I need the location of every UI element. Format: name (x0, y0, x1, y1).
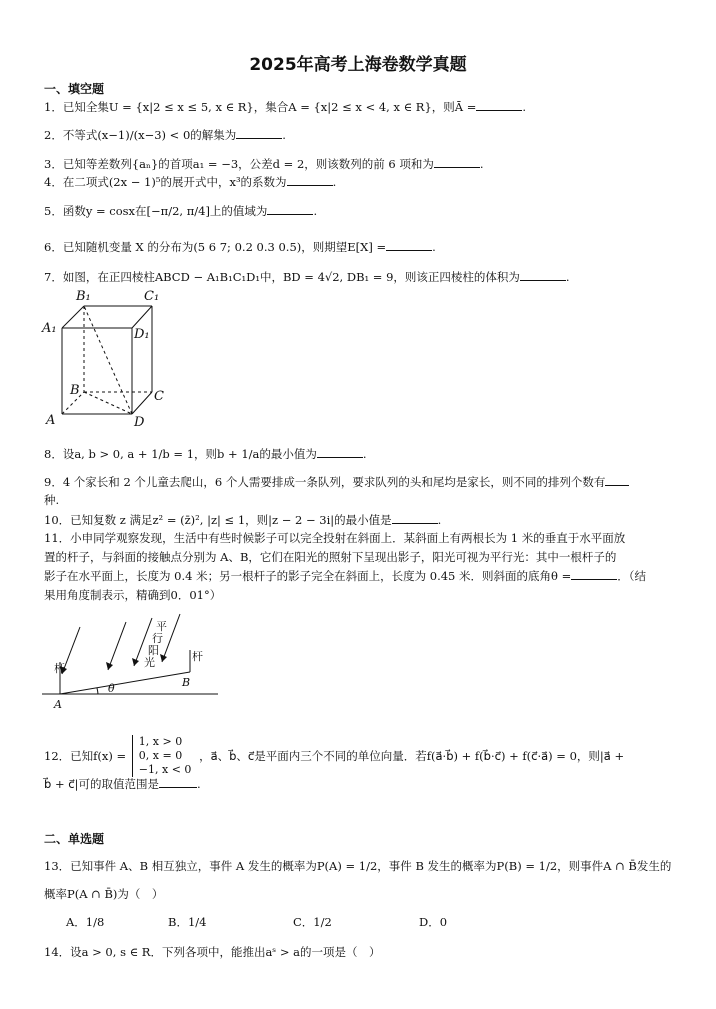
question-5: 5．函数y = cosx在[−π/2, π/4]上的值域为 . (44, 204, 318, 218)
question-5-text: 5．函数y = cosx在[−π/2, π/4]上的值域为 (44, 204, 268, 218)
page-title: 2025年高考上海卷数学真题 (249, 55, 467, 75)
question-10: 10．已知复数 z 满足z² = (z̄)², |z| ≤ 1，则|z − 2 − 3i|的最小值是 . (44, 513, 442, 527)
answer-blank (287, 173, 333, 186)
question-1-text: 1．已知全集U = {x|2 ≤ x ≤ 5, x ∈ R}，集合A = {x|2 ≤ x < 4, x ∈ R}，则Ā = (44, 100, 477, 114)
question-3-text: 3．已知等差数列{aₙ}的首项a₁ = −3，公差d = 2，则该数列的前 6 项和为 (44, 157, 434, 171)
answer-blank (317, 445, 363, 458)
question-2-text: 2．不等式(x−1)/(x−3) < 0的解集为 (44, 128, 237, 142)
question-4: 4．在二项式(2x − 1)⁵的展开式中，x³的系数为 . (44, 175, 337, 189)
answer-blank (476, 98, 522, 111)
question-6: 6．已知随机变量 X 的分布为(5 6 7; 0.2 0.3 0.5)，则期望E[X] = . (44, 240, 436, 254)
question-12-line2: b⃗ + c⃗|可的取值范围是 . (44, 777, 201, 791)
question-11-line2: 置的杆子，与斜面的接触点分别为 A、B，它们在阳光的照射下呈现出影子，阳光可视为平行光：其中一根杆子的 (44, 550, 617, 564)
label-a1: A₁ (42, 321, 57, 336)
question-4-text: 4．在二项式(2x − 1)⁵的展开式中，x³的系数为 (44, 175, 287, 189)
point-b-label: B (182, 676, 191, 689)
question-8: 8．设a, b > 0, a + 1/b = 1，则b + 1/a的最小值为 . (44, 447, 367, 461)
label-c: C (154, 389, 164, 404)
answer-blank (520, 268, 566, 281)
label-b: B (70, 383, 80, 398)
label-b1: B₁ (76, 289, 91, 304)
question-1: 1．已知全集U = {x|2 ≤ x ≤ 5, x ∈ R}，集合A = {x|2 ≤ x < 4, x ∈ R}，则Ā = . (44, 100, 527, 114)
question-7-text: 7．如图，在正四棱柱ABCD − A₁B₁C₁D₁中，BD = 4√2, DB₁ = 9，则该正四棱柱的体积为 (44, 270, 520, 284)
prism-figure (40, 286, 180, 432)
option-a: A．1/8 (66, 915, 105, 929)
label-d1: D₁ (134, 327, 150, 342)
sun-label-2: 行 (152, 632, 163, 645)
answer-blank (571, 567, 617, 580)
section-single-choice: 二、单选题 (44, 832, 105, 846)
question-6-text: 6．已知随机变量 X 的分布为(5 6 7; 0.2 0.3 0.5)，则期望E[X] = (44, 240, 387, 254)
point-a-label: A (54, 698, 62, 711)
label-c1: C₁ (144, 289, 160, 304)
rod-left-label: 杆 (54, 662, 65, 675)
label-d: D (134, 415, 145, 430)
answer-blank (605, 473, 629, 486)
question-12-line1 (44, 736, 624, 778)
angle-theta-label: θ (108, 682, 115, 695)
piecewise-cases (132, 735, 192, 777)
case-negative: −1, x < 0 (138, 763, 192, 776)
label-a: A (46, 413, 56, 428)
option-c: C．1/2 (293, 915, 332, 929)
section-fill-in: 一、填空题 (44, 82, 105, 96)
rod-right-label: 杆 (192, 650, 203, 663)
sun-label-4: 光 (144, 656, 155, 669)
question-11-suffix: ．（结 (617, 569, 646, 583)
question-11-line3 (44, 567, 646, 585)
question-13-line1: 13．已知事件 A、B 相互独立，事件 A 发生的概率为P(A) = 1/2，事件 B 发生的概率为P(B) = 1/2，则事件A ∩ B̄发生的 (44, 859, 672, 873)
question-13-line2: 概率P(A ∩ B̄)为（ ） (44, 887, 164, 901)
slope-figure (40, 612, 220, 712)
sun-label-3: 阳 (148, 644, 159, 657)
question-2: 2．不等式(x−1)/(x−3) < 0的解集为 . (44, 128, 286, 142)
question-9 (44, 473, 629, 491)
question-9-text: 9．4 个家长和 2 个儿童去爬山，6 个人需要排成一条队列，要求队列的头和尾均是家长，则不同的排列个数有 (44, 475, 606, 489)
question-11-text: 影子在水平面上，长度为 0.4 米；另一根杆子的影子完全在斜面上，长度为 0.45 米．则斜面的底角θ = (44, 569, 572, 583)
answer-blank (386, 238, 432, 251)
question-12-text-a: 12．已知f(x) = (44, 749, 127, 763)
case-zero: 0, x = 0 (138, 749, 183, 762)
answer-blank (236, 126, 282, 139)
question-7: 7．如图，在正四棱柱ABCD − A₁B₁C₁D₁中，BD = 4√2, DB₁ = 9，则该正四棱柱的体积为 . (44, 270, 570, 284)
question-14: 14．设a > 0, s ∈ R．下列各项中，能推出aˢ > a的一项是（ ） (44, 945, 381, 959)
sun-label-1: 平 (156, 620, 167, 633)
option-d: D．0 (419, 915, 448, 929)
question-11-line1: 11．小申同学观察发现，生活中有些时候影子可以完全投射在斜面上．某斜面上有两根长为 1 米的垂直于水平面放 (44, 531, 626, 545)
question-3: 3．已知等差数列{aₙ}的首项a₁ = −3，公差d = 2，则该数列的前 6 项和为 . (44, 157, 484, 171)
case-positive: 1, x > 0 (138, 735, 183, 748)
question-10-text: 10．已知复数 z 满足z² = (z̄)², |z| ≤ 1，则|z − 2 − 3i|的最小值是 (44, 513, 392, 527)
answer-blank (159, 775, 197, 788)
question-9-cont: 种. (44, 493, 60, 507)
answer-blank (434, 155, 480, 168)
question-12-text-c: b⃗ + c⃗|可的取值范围是 (44, 777, 159, 791)
option-b: B．1/4 (168, 915, 207, 929)
question-12-text-b: ，a⃗、b⃗、c⃗是平面内三个不同的单位向量．若f(a⃗·b⃗) + f(b⃗·c⃗) + f(c⃗·a⃗) = 0，则|a⃗ + (199, 749, 625, 763)
answer-blank (267, 202, 313, 215)
answer-blank (392, 511, 438, 524)
question-8-text: 8．设a, b > 0, a + 1/b = 1，则b + 1/a的最小值为 (44, 447, 317, 461)
question-11-line4: 果用角度制表示，精确到0．01°） (44, 588, 222, 602)
